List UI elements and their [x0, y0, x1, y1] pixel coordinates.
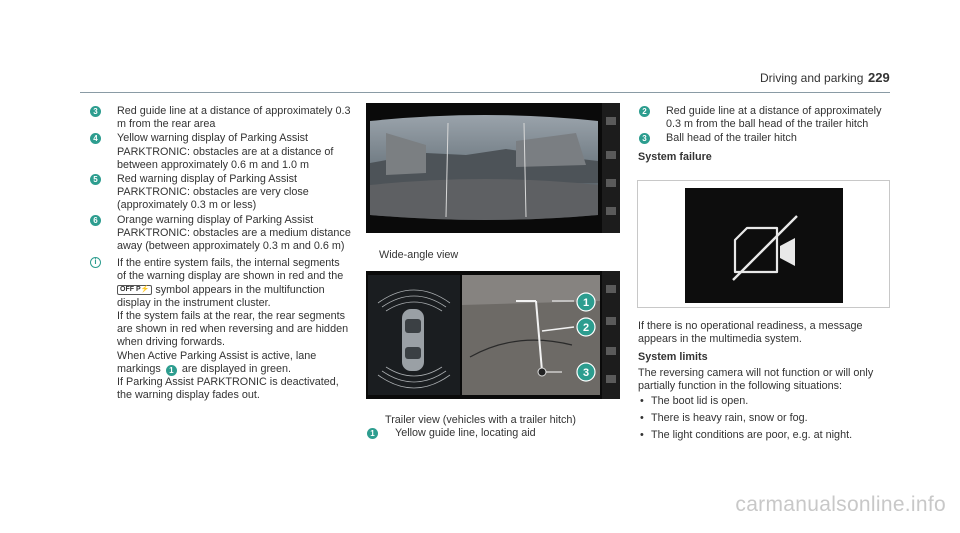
camera-trailer-graphic: [366, 271, 620, 399]
item-text: Orange warning display of Parking Assist PARKTRONIC: obstacles are a medium distance away (between approximately 0.3 m and 0.6 m): [117, 213, 351, 253]
list-item: • The boot lid is open.: [638, 395, 893, 408]
item-text: Red guide line at a distance of approximately 0.3 m from the rear area: [117, 105, 351, 131]
watermark: carmanualsonline.info: [735, 493, 946, 516]
callout-badge: 1: [166, 365, 177, 376]
info-icon: i: [90, 257, 101, 268]
list-item: [638, 105, 893, 131]
callout-badge: 2: [639, 106, 650, 117]
callout-badge: 6: [90, 215, 101, 226]
list-item: • The light conditions are poor, e.g. at night.: [638, 429, 893, 442]
list-item: [89, 105, 351, 131]
note-text-1: If the entire system fails, the internal segments of the warning display are shown in red and the: [117, 257, 344, 283]
parktronic-off-icon: OFF P⚡: [117, 285, 152, 295]
failure-text: If there is no operational readiness, a message appears in the multimedia system.: [638, 320, 863, 346]
list-item: • There is heavy rain, snow or fog.: [638, 412, 893, 425]
list-item: [89, 132, 351, 172]
column-3-lower: [638, 320, 893, 447]
caption-wide-angle: Wide-angle view: [379, 249, 459, 261]
note-block: [89, 257, 351, 402]
system-limits-heading: System limits: [638, 351, 708, 364]
note-text-4a: When Active Parking Assist is active, lane markings: [117, 349, 317, 375]
note-text-2: symbol appears in the multifunction display in the instrument cluster.: [117, 283, 325, 309]
limits-text: The reversing camera will not function or will only partially function in the following situations:: [638, 366, 874, 392]
item-text: Red guide line at a distance of approximately 0.3 m from the ball head of the trailer hitch: [666, 105, 882, 131]
camera-off-icon: [685, 188, 843, 303]
failure-screen: [685, 188, 843, 303]
callout-badge: 5: [90, 174, 101, 185]
item-text: Red warning display of Parking Assist PARKTRONIC: obstacles are very close (approximately 0.3 m or less): [117, 173, 309, 212]
list-item: [638, 132, 893, 145]
note-text-4b: are displayed in green.: [181, 362, 292, 375]
list-item: [89, 214, 351, 254]
trailer-callout-3: 3: [582, 367, 590, 379]
list-item: [89, 173, 351, 213]
column-1: [89, 105, 351, 402]
callout-badge: 4: [90, 133, 101, 144]
callout-badge: 1: [367, 428, 378, 439]
header-rule: [80, 92, 890, 93]
trailer-view-image: [366, 271, 620, 399]
camera-wide-graphic: [366, 103, 620, 233]
system-failure-heading: System failure: [638, 150, 712, 163]
callout-badge: 3: [90, 106, 101, 117]
trailer-callout-1: 1: [582, 297, 590, 309]
item-text: Yellow warning display of Parking Assist PARKTRONIC: obstacles are at a distance of between approximately 0.6 m and 1.0 m: [117, 132, 334, 171]
wide-angle-view-image: [366, 103, 620, 233]
caption-trailer-view: Trailer view (vehicles with a trailer hitch): [385, 414, 576, 426]
note-text-3: If the system fails at the rear, the rear segments are shown in red when reversing and are hidden when driving forwards.: [117, 310, 349, 349]
limits-list: [638, 395, 893, 443]
item-text: Yellow guide line, locating aid: [395, 427, 536, 439]
section-title: Driving and parking: [760, 71, 864, 85]
list-item: [367, 427, 622, 440]
callout-badge: 3: [639, 133, 650, 144]
page-number: 229: [868, 70, 890, 85]
column-3: [638, 105, 893, 166]
trailer-callout-2: 2: [582, 322, 590, 334]
item-text: Ball head of the trailer hitch: [666, 132, 797, 145]
system-failure-image: [637, 180, 890, 308]
note-text-5: If Parking Assist PARKTRONIC is deactivated, the warning display fades out.: [117, 376, 339, 402]
